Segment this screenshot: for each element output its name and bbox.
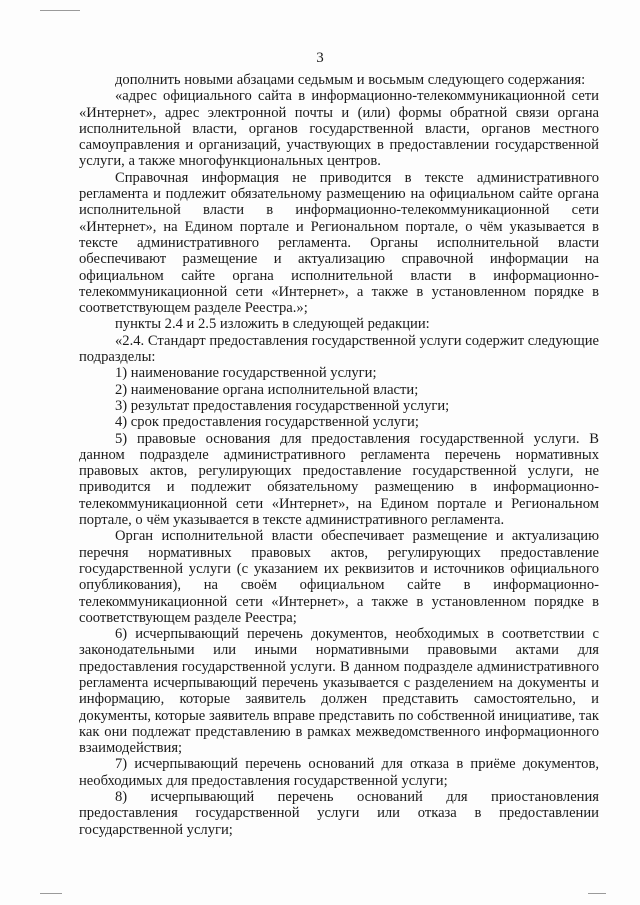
paragraph: 4) срок предоставления государственной услуги; [115, 414, 419, 431]
paragraph: пункты 2.4 и 2.5 изложить в следующей редакции: [115, 316, 430, 333]
scan-artifact [40, 893, 62, 894]
paragraph: Справочная информация не приводится в тексте административного регламента и подлежит обязательному размещению на официальном сайте органа исполнительной власти в информационно-телекоммуникационной сети «Интернет», на Едином портале и Региональном портале, о чём указывается в тексте административного регламента. Органы исполнительной власти обеспечивают размещение и актуализацию справочной информации на официальном сайте органа исполнительной власти в информационно-телекоммуникационной сети «Интернет», а также в установленном порядке в соответствующем разделе Реестра.»; [79, 169, 599, 317]
paragraph: 3) результат предоставления государственной услуги; [115, 397, 450, 414]
page-number: 3 [316, 50, 324, 66]
paragraph: 6) исчерпывающий перечень документов, необходимых в соответствии с законодательными или иными нормативными правовыми актами для предоставления государственной услуги. В данном подразделе административного регламента исчерпывающий перечень указывается с разделением на документы и информацию, которые заявитель должен представить самостоятельно, и документы, которые заявитель вправе представить по собственной инициативе, так как они подлежат представлению в рамках межведомственного информационного взаимодействия; [79, 626, 599, 757]
document-body [79, 72, 599, 838]
scan-artifact [40, 10, 80, 11]
paragraph: Орган исполнительной власти обеспечивает размещение и актуализацию перечня нормативных правовых актов, регулирующих предоставление государственной услуги (с указанием их реквизитов и источников официального опубликования), на своём официальном сайте в информационно-телекоммуникационной сети «Интернет», а также в установленном порядке в соответствующем разделе Реестра; [79, 528, 599, 626]
paragraph: 2) наименование органа исполнительной власти; [115, 381, 419, 398]
paragraph: 1) наименование государственной услуги; [115, 365, 377, 382]
paragraph: 8) исчерпывающий перечень оснований для приостановления предоставления государственной услуги или отказа в предоставлении государственной услуги; [79, 789, 599, 838]
paragraph: «2.4. Стандарт предоставления государственной услуги содержит следующие подразделы: [79, 332, 599, 366]
scan-artifact [588, 893, 606, 894]
paragraph: 5) правовые основания для предоставления государственной услуги. В данном подразделе административного регламента перечень нормативных правовых актов, регулирующих предоставление государственной услуги, не приводится и подлежит обязательному размещению в информационно-телекоммуникационной сети «Интернет», на Едином портале и Региональном портале, о чём указывается в тексте административного регламента. [79, 430, 599, 529]
paragraph: дополнить новыми абзацами седьмым и восьмым следующего содержания: [115, 72, 586, 88]
paragraph: «адрес официального сайта в информационно-телекоммуникационной сети «Интернет», адрес электронной почты и (или) формы обратной связи органа исполнительной власти, органов государственной власти, органов местного самоуправления и организаций, участвующих в предоставлении государственной услуги, а также многофункциональных центров. [79, 88, 599, 170]
paragraph: 7) исчерпывающий перечень оснований для отказа в приёме документов, необходимых для предоставления государственной услуги; [79, 756, 599, 789]
